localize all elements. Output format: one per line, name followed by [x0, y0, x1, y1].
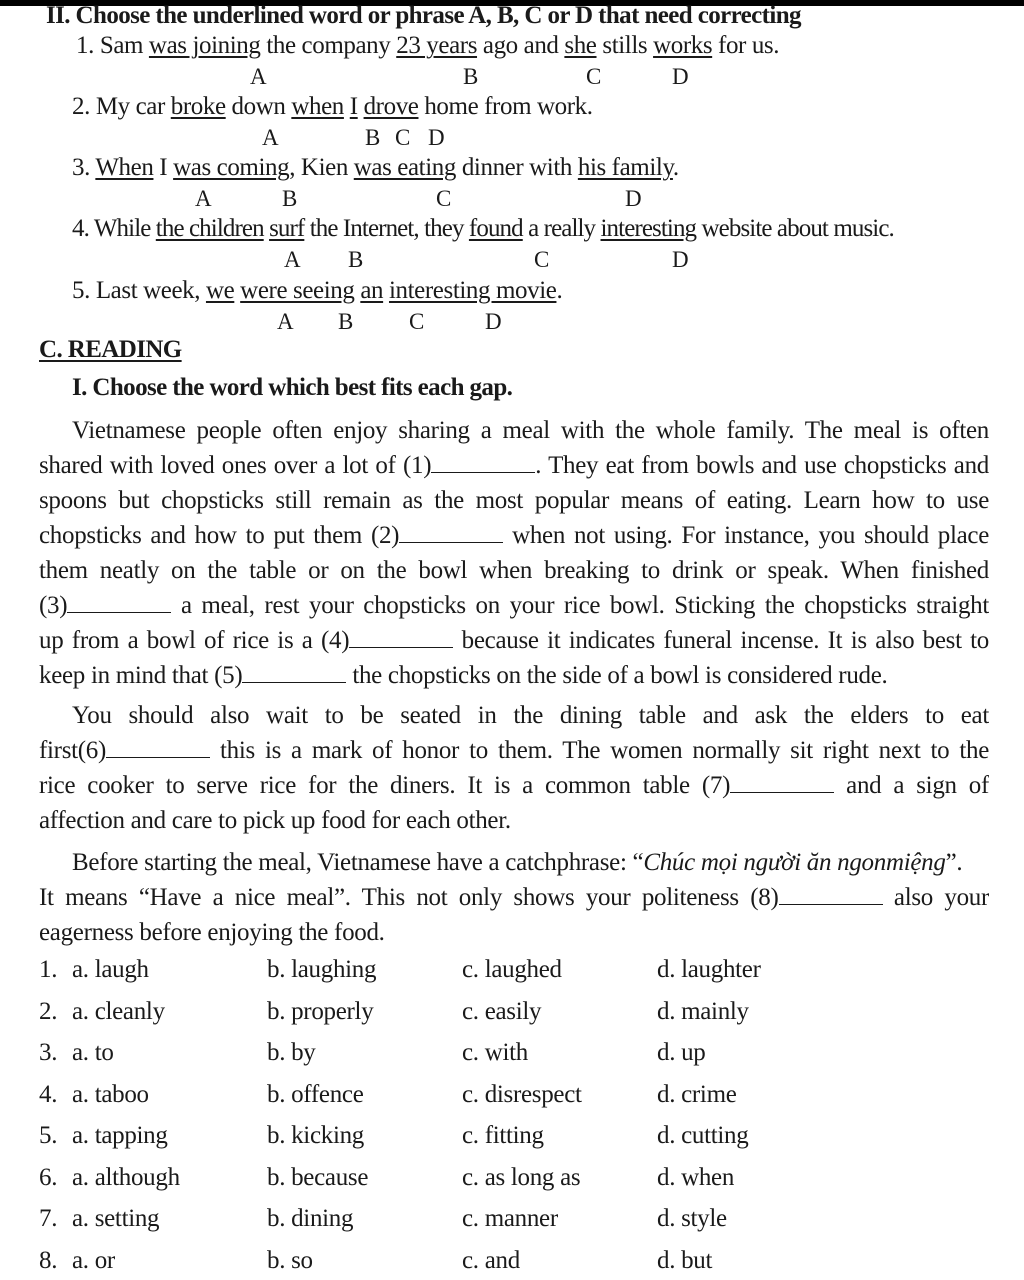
catchphrase: Chúc mọi người ăn ngonmiệng — [643, 849, 946, 876]
option-b-underline: 23 years — [396, 32, 478, 59]
option-b[interactable]: b. so — [267, 1247, 313, 1274]
option-row-2: 2. — [39, 998, 58, 1025]
option-d-underline: interesting movie — [388, 277, 557, 304]
question-3: 3. When I was coming, Kien was eating dinner with his family. — [72, 154, 679, 181]
gap-3 — [67, 590, 171, 613]
letter-b: B — [282, 186, 298, 211]
letter-d: D — [428, 125, 445, 150]
reading-heading: C. READING — [39, 336, 182, 363]
passage-line: (3) a meal, rest your chopsticks on your rice bowl. Sticking the chopsticks straight — [39, 592, 989, 619]
option-a[interactable]: a. to — [72, 1039, 114, 1066]
option-b[interactable]: b. laughing — [267, 956, 377, 983]
option-d[interactable]: d. but — [657, 1247, 713, 1274]
option-d[interactable]: d. style — [657, 1205, 727, 1232]
option-b[interactable]: b. by — [267, 1039, 316, 1066]
reading-instruction: I. Choose the word which best fits each gap. — [72, 374, 513, 401]
option-b[interactable]: b. kicking — [267, 1122, 364, 1149]
option-row-7: 7. — [39, 1205, 58, 1232]
question-number: 3. — [72, 154, 90, 181]
option-d[interactable]: d. when — [657, 1164, 735, 1191]
letter-a: A — [250, 64, 267, 89]
question-number: 2. — [72, 93, 90, 120]
passage-line: shared with loved ones over a lot of (1) . They eat from bowls and use chopsticks and — [39, 452, 989, 479]
passage-line: chopsticks and how to put them (2) when not using. For instance, you should place — [39, 522, 989, 549]
passage-line: affection and care to pick up food for each other. — [39, 807, 511, 834]
option-c[interactable]: c. laughed — [462, 956, 562, 983]
letter-d: D — [625, 186, 642, 211]
option-c[interactable]: c. as long as — [462, 1164, 581, 1191]
option-b-underline: surf — [269, 215, 305, 242]
option-d-underline: drove — [363, 93, 419, 120]
option-a-underline: we — [205, 277, 235, 304]
letter-b: B — [463, 64, 479, 89]
letter-b: B — [365, 125, 381, 150]
option-d[interactable]: d. laughter — [657, 956, 761, 983]
option-b[interactable]: b. offence — [267, 1081, 364, 1108]
gap-1 — [431, 450, 535, 473]
passage-line: You should also wait to be seated in the dining table and ask the elders to eat — [72, 702, 989, 729]
option-d[interactable]: d. up — [657, 1039, 706, 1066]
option-a-underline: was joining — [148, 32, 261, 59]
option-a[interactable]: a. taboo — [72, 1081, 149, 1108]
option-row-8: 8. — [39, 1247, 58, 1274]
option-row-3: 3. — [39, 1039, 58, 1066]
letter-a: A — [195, 186, 212, 211]
option-b-underline: were seeing — [240, 277, 355, 304]
letter-a: A — [262, 125, 279, 150]
option-a[interactable]: a. although — [72, 1164, 180, 1191]
option-b[interactable]: b. properly — [267, 998, 374, 1025]
passage-line: It means “Have a nice meal”. This not only shows your politeness (8) also your — [39, 884, 989, 911]
passage-line: Vietnamese people often enjoy sharing a meal with the whole family. The meal is often — [72, 417, 989, 444]
question-number: 4. — [72, 215, 89, 242]
option-d[interactable]: d. crime — [657, 1081, 737, 1108]
option-b[interactable]: b. dining — [267, 1205, 354, 1232]
option-c[interactable]: c. easily — [462, 998, 542, 1025]
letter-d: D — [672, 247, 689, 272]
option-d[interactable]: d. cutting — [657, 1122, 749, 1149]
option-c[interactable]: c. and — [462, 1247, 520, 1274]
question-1: 1. Sam was joining the company 23 years ago and she stills works for us. — [76, 32, 780, 59]
option-c-underline: an — [360, 277, 384, 304]
option-d-underline: interesting — [600, 215, 697, 242]
passage-line: them neatly on the table or on the bowl when breaking to drink or speak. When finished — [39, 557, 989, 584]
letter-a: A — [284, 247, 301, 272]
option-row-5: 5. — [39, 1122, 58, 1149]
passage-line: Before starting the meal, Vietnamese have a catchphrase: “Chúc mọi người ăn ngonmiệng”. — [72, 849, 963, 876]
passage-paragraph-1 — [39, 413, 989, 693]
question-number: 5. — [72, 277, 90, 304]
option-a-underline: the children — [155, 215, 264, 242]
option-c[interactable]: c. manner — [462, 1205, 558, 1232]
passage-line: keep in mind that (5) the chopsticks on the side of a bowl is considered rude. — [39, 662, 888, 689]
option-a-underline: When — [95, 154, 154, 181]
option-c[interactable]: c. disrespect — [462, 1081, 582, 1108]
gap-8 — [779, 882, 883, 905]
letter-b: B — [348, 247, 364, 272]
option-c-underline: found — [468, 215, 523, 242]
passage-line: first(6) this is a mark of honor to them. The women normally sit right next to the — [39, 737, 989, 764]
option-b-underline: when — [291, 93, 344, 120]
option-d[interactable]: d. mainly — [657, 998, 749, 1025]
option-a[interactable]: a. setting — [72, 1205, 160, 1232]
option-b-underline: was coming — [173, 154, 290, 181]
letter-b: B — [338, 309, 354, 334]
option-c[interactable]: c. with — [462, 1039, 528, 1066]
gap-2 — [399, 520, 503, 543]
passage-paragraph-2 — [39, 698, 989, 838]
gap-7 — [730, 770, 834, 793]
passage-line: rice cooker to serve rice for the diners. It is a common table (7) and a sign of — [39, 772, 989, 799]
letter-c: C — [409, 309, 425, 334]
option-row-4: 4. — [39, 1081, 58, 1108]
option-b[interactable]: b. because — [267, 1164, 369, 1191]
passage-paragraph-3 — [39, 845, 989, 950]
letter-d: D — [672, 64, 689, 89]
question-2: 2. My car broke down when I drove home from work. — [72, 93, 593, 120]
option-row-1: 1. — [39, 956, 58, 983]
gap-5 — [242, 660, 346, 683]
question-5: 5. Last week, we were seeing an interesting movie. — [72, 277, 563, 304]
letter-d: D — [485, 309, 502, 334]
passage-line: spoons but chopsticks still remain as the most popular means of eating. Learn how to use — [39, 487, 989, 514]
option-a[interactable]: a. cleanly — [72, 998, 165, 1025]
letter-c: C — [436, 186, 452, 211]
letter-c: C — [586, 64, 602, 89]
option-d-underline: works — [653, 32, 713, 59]
question-number: 1. — [76, 32, 94, 59]
option-c-underline: was eating — [353, 154, 456, 181]
gap-6 — [106, 735, 210, 758]
passage-line: up from a bowl of rice is a (4) because it indicates funeral incense. It is also best to — [39, 627, 989, 654]
gap-4 — [349, 625, 453, 648]
option-c[interactable]: c. fitting — [462, 1122, 544, 1149]
passage-line: eagerness before enjoying the food. — [39, 919, 385, 946]
section-heading: II. Choose the underlined word or phrase A, B, C or D that need correcting — [46, 2, 801, 29]
question-4: 4. While the children surf the Internet, they found a really interesting website about music. — [72, 215, 894, 242]
option-a[interactable]: a. laugh — [72, 956, 149, 983]
option-c-underline: she — [564, 32, 597, 59]
option-row-6: 6. — [39, 1164, 58, 1191]
letter-a: A — [277, 309, 294, 334]
letter-c: C — [395, 125, 411, 150]
option-a-underline: broke — [170, 93, 226, 120]
letter-c: C — [534, 247, 550, 272]
option-a[interactable]: a. or — [72, 1247, 115, 1274]
option-c-underline: I — [349, 93, 358, 120]
option-d-underline: his family — [577, 154, 673, 181]
option-a[interactable]: a. tapping — [72, 1122, 168, 1149]
